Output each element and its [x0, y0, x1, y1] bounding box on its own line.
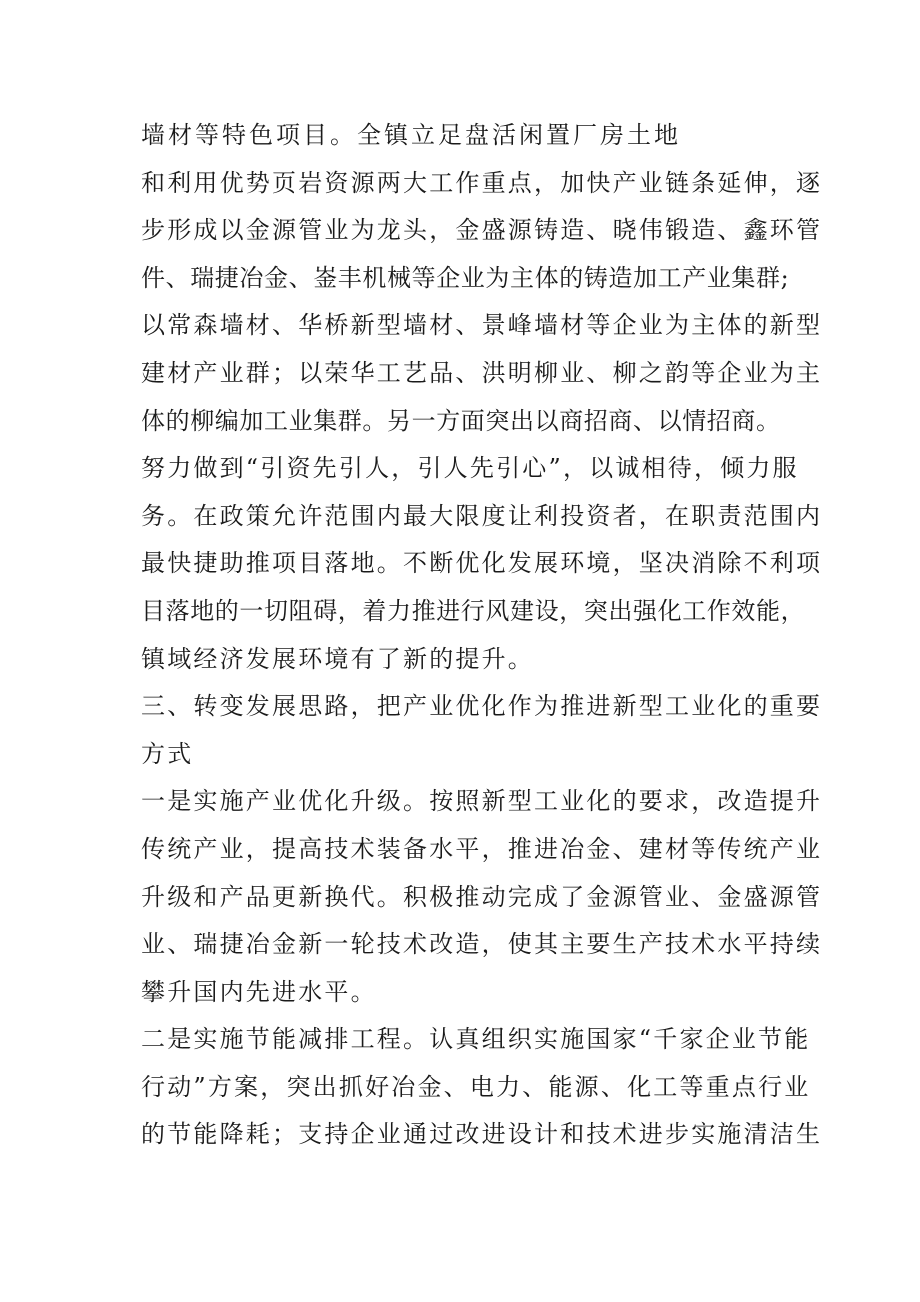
- text-line: 镇域经济发展环境有了新的提升。: [141, 644, 534, 673]
- text-line: 二是实施节能减排工程。认真组织实施国家“千家企业节能: [141, 1025, 811, 1054]
- text-line: 行动”方案，突出抓好冶金、电力、能源、化工等重点行业: [141, 1072, 811, 1101]
- text-line: 传统产业，提高技术装备水平，推进冶金、建材等传统产业: [141, 834, 823, 863]
- text-line: 体的柳编加工业集群。另一方面突出以商招商、以情招商。: [141, 406, 781, 435]
- text-line: 一是实施产业优化升级。按照新型工业化的要求，改造提升: [141, 787, 823, 816]
- text-line: 墙材等特色项目。全镇立足盘活闲置厂房土地: [141, 121, 681, 149]
- text-line: 攀升国内先进水平。: [141, 977, 377, 1006]
- text-line: 务。在政策允许范围内最大限度让利投资者，在职责范围内: [141, 501, 823, 530]
- text-line: 步形成以金源管业为龙头，金盛源铸造、晓伟锻造、鑫环管: [141, 216, 823, 245]
- text-line: 和利用优势页岩资源两大工作重点，加快产业链条延伸，逐: [141, 168, 823, 197]
- text-line: 努力做到“引资先引人，引人先引心”，以诚相待，倾力服: [141, 454, 799, 483]
- text-line: 升级和产品更新换代。积极推动完成了金源管业、金盛源管: [141, 882, 823, 911]
- section-heading: 三、转变发展思路，把产业优化作为推进新型工业化的重要: [141, 692, 823, 721]
- section-heading-continued: 方式: [141, 739, 194, 768]
- text-line: 的节能降耗；支持企业通过改进设计和技术进步实施清洁生: [141, 1120, 823, 1149]
- text-line: 建材产业群；以荣华工艺品、洪明柳业、柳之韵等企业为主: [141, 358, 823, 387]
- text-line: 最快捷助推项目落地。不断优化发展环境，坚决消除不利项: [141, 549, 823, 578]
- body-text: [141, 112, 823, 1159]
- text-line: 目落地的一切阻碍，着力推进行风建设，突出强化工作效能，: [141, 596, 806, 625]
- text-line: 件、瑞捷冶金、崟丰机械等企业为主体的铸造加工产业集群;: [141, 263, 790, 292]
- text-line: 业、瑞捷冶金新一轮技术改造，使其主要生产技术水平持续: [141, 930, 823, 959]
- text-line: 以常森墙材、华桥新型墙材、景峰墙材等企业为主体的新型: [141, 311, 823, 340]
